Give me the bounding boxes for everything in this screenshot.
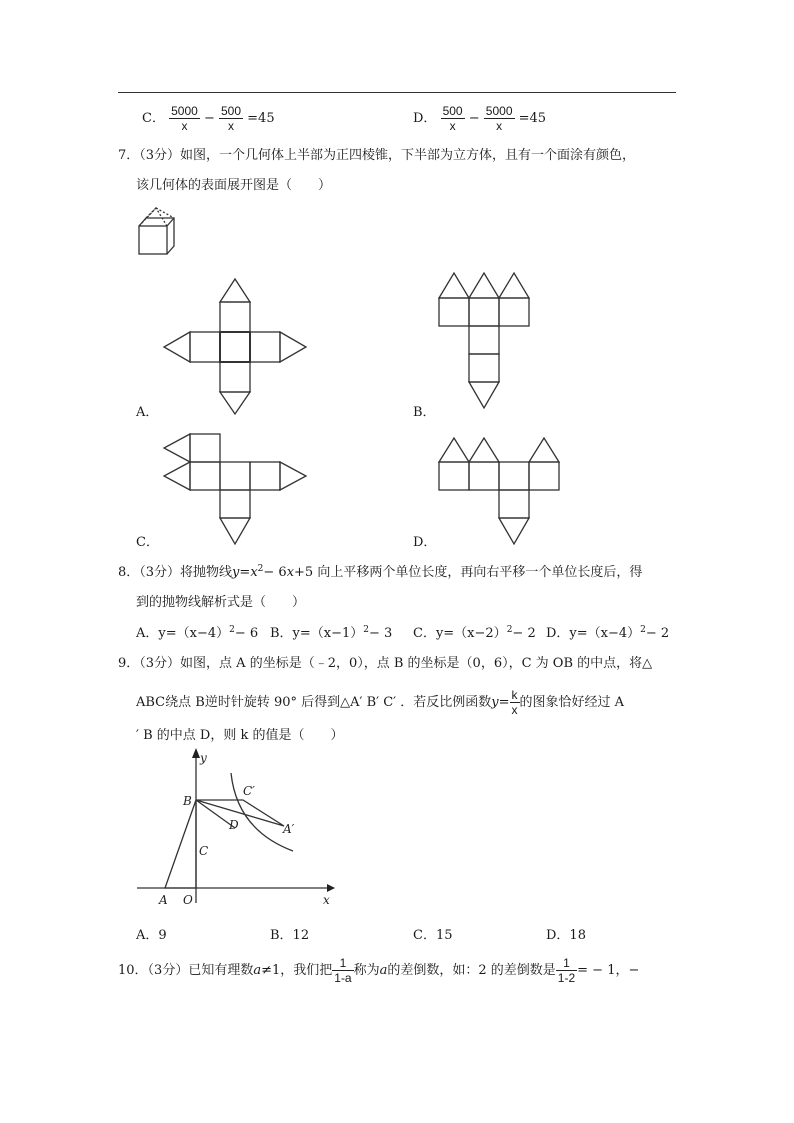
q7-label-c: C．	[136, 535, 159, 550]
q9-point-c-prime: C′	[243, 784, 255, 798]
q9-stem-line2: ABC绕点 B逆时针旋转 90° 后得到△A′ B′ C′ ．若反比例函数y= $\frac{k}{x}$ 的图象恰好经过 A	[136, 688, 625, 717]
q7-stem-line1: 7．（3分）如图，一个几何体上半部为正四棱锥，下半部为立方体，且有一个面涂有颜色，	[118, 148, 636, 163]
q9-point-c: C	[199, 844, 209, 858]
q6-option-d: D． $\frac{500}{x}$ − $\frac{5000}{x}$ =45	[413, 104, 547, 133]
fraction: $\frac{1}{1-a}$	[334, 956, 352, 985]
q9-x-axis-label: x	[323, 893, 330, 907]
fraction: $\frac{500}{x}$	[220, 104, 242, 133]
fraction: $\frac{k}{x}$	[511, 688, 518, 717]
fraction: $\frac{5000}{x}$	[485, 104, 513, 133]
q10-stem-line1: 10．（3分）已知有理数a≠1，我们把 $\frac{1}{1-a}$ 称为a的差倒数，如：2 的差倒数是 $\frac{1}{1-2}$ = − 1，−	[118, 956, 640, 985]
q7-solid-figure	[136, 206, 186, 258]
q9-option-b: B．12	[270, 928, 310, 943]
q7-net-b	[436, 270, 546, 415]
q9-point-o: O	[183, 893, 193, 907]
q9-stem-line3: ′ B 的中点 D，则 k 的值是（ ）	[136, 728, 344, 743]
q9-option-d: D．18	[546, 928, 586, 943]
fraction: $\frac{5000}{x}$	[171, 104, 198, 133]
q8-stem-line2: 到的抛物线解析式是（ ）	[136, 595, 306, 610]
q9-stem-line1: 9．（3分）如图，点 A 的坐标是（﹣2，0），点 B 的坐标是（0，6），C 为 OB 的中点，将△	[118, 656, 653, 671]
q7-label-b: B．	[413, 405, 436, 420]
q8-option-a: A．$y=(x-4)^2- 6$	[136, 625, 259, 641]
header-rule	[118, 92, 676, 93]
q8-stem-line1: 8．（3分）将抛物线$y=x^2- 6x+5$ 向上平移两个单位长度，再向右平移一个单位长度后，得	[118, 564, 643, 580]
q6-option-c: C． $\frac{5000}{x}$ − $\frac{500}{x}$ =45	[142, 104, 275, 133]
fraction: $\frac{1}{1-2}$	[557, 956, 576, 985]
q9-option-a: A．9	[136, 928, 167, 943]
q9-point-a-prime: A′	[283, 822, 295, 836]
q7-net-a	[160, 276, 310, 416]
q7-stem-line2: 该几何体的表面展开图是（ ）	[136, 178, 332, 193]
q9-point-b: B	[183, 794, 192, 808]
q9-option-c: C．15	[413, 928, 453, 943]
q9-point-d: D	[229, 818, 239, 832]
q8-option-c: C．$y=(x-2)^2- 2$	[413, 625, 536, 641]
q7-label-d: D．	[413, 535, 437, 550]
q9-y-axis-label: y	[200, 751, 207, 765]
q9-figure	[135, 748, 335, 908]
fraction: $\frac{500}{x}$	[442, 104, 463, 133]
q8-option-d: D．$y=(x-4)^2- 2$	[546, 625, 670, 641]
q7-net-d	[436, 436, 566, 548]
q7-net-c	[160, 432, 310, 550]
q7-label-a: A．	[136, 405, 159, 420]
q9-point-a: A	[159, 893, 168, 907]
q8-option-b: B．$y=(x-1)^2- 3$	[270, 625, 393, 641]
